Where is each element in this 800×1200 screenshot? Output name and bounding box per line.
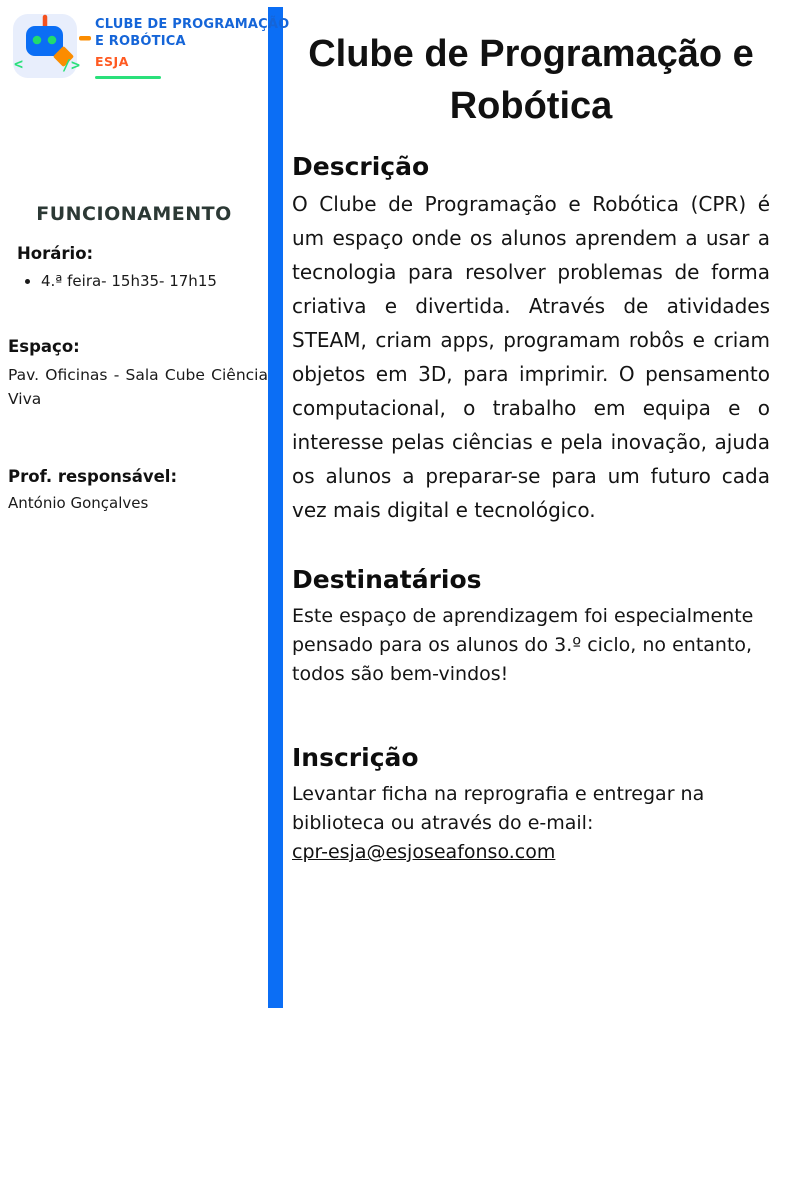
section-heading-destinatarios: Destinatários xyxy=(292,565,482,594)
teacher-label: Prof. responsável: xyxy=(8,467,178,486)
robot-eye-right xyxy=(48,36,57,45)
section-body-descricao: O Clube de Programação e Robótica (CPR) é um espaço onde os alunos aprendem a usar a tecnologia para resolver problemas de forma criativa e divertida. Através de atividades STEAM, criam apps, programam robôs e criam objetos em 3D, para imprimir. O pensamento computacional, o trabalho em equipa e o interesse pelas ciências e pela inovação, ajuda os alunos a preparar-se para um futuro cada vez mais digital e tecnológico. xyxy=(292,192,770,522)
space-value: Pav. Oficinas - Sala Cube Ciência Viva xyxy=(8,366,268,408)
space-label: Espaço: xyxy=(8,337,80,356)
robot-head-icon xyxy=(26,26,63,56)
section-heading-inscricao: Inscrição xyxy=(292,743,419,772)
logo-line-2: E ROBÓTICA xyxy=(95,34,186,49)
page-title: Clube de Programação e Robótica xyxy=(308,33,754,127)
email-link[interactable]: cpr-esja@esjoseafonso.com xyxy=(292,841,556,863)
logo-underline xyxy=(95,76,161,79)
section-heading-descricao: Descrição xyxy=(292,152,430,181)
sidebar xyxy=(0,0,290,1010)
schedule-label: Horário: xyxy=(17,244,94,263)
logo-text xyxy=(95,16,289,79)
code-bracket-left-icon: < xyxy=(14,55,24,73)
code-bracket-right-icon: /> xyxy=(62,56,81,74)
section-body-destinatarios: Este espaço de aprendizagem foi especialmente pensado para os alunos do 3.º ciclo, no entanto, todos são bem-vindos! xyxy=(292,605,754,685)
teacher-block xyxy=(8,467,268,512)
vertical-divider xyxy=(268,7,283,1008)
section-body-inscricao: Levantar ficha na reprografia e entregar na biblioteca ou através do e-mail: xyxy=(292,783,705,834)
schedule-block xyxy=(17,244,217,291)
logo-dash-icon xyxy=(79,36,91,41)
club-logo xyxy=(0,0,290,95)
logo-esja: ESJA xyxy=(95,54,129,69)
main-content xyxy=(292,0,770,867)
robot-eye-left xyxy=(33,36,42,45)
robot-logo-icon xyxy=(0,0,95,90)
sidebar-title-funcionamento: FUNCIONAMENTO xyxy=(36,203,232,225)
logo-line-1: CLUBE DE PROGRAMAÇÃO xyxy=(95,17,290,32)
schedule-item: • 4.ª feira- 15h35- 17h15 xyxy=(41,271,217,291)
space-block xyxy=(8,337,268,411)
schedule-list xyxy=(17,271,217,291)
teacher-value: António Gonçalves xyxy=(8,494,149,512)
